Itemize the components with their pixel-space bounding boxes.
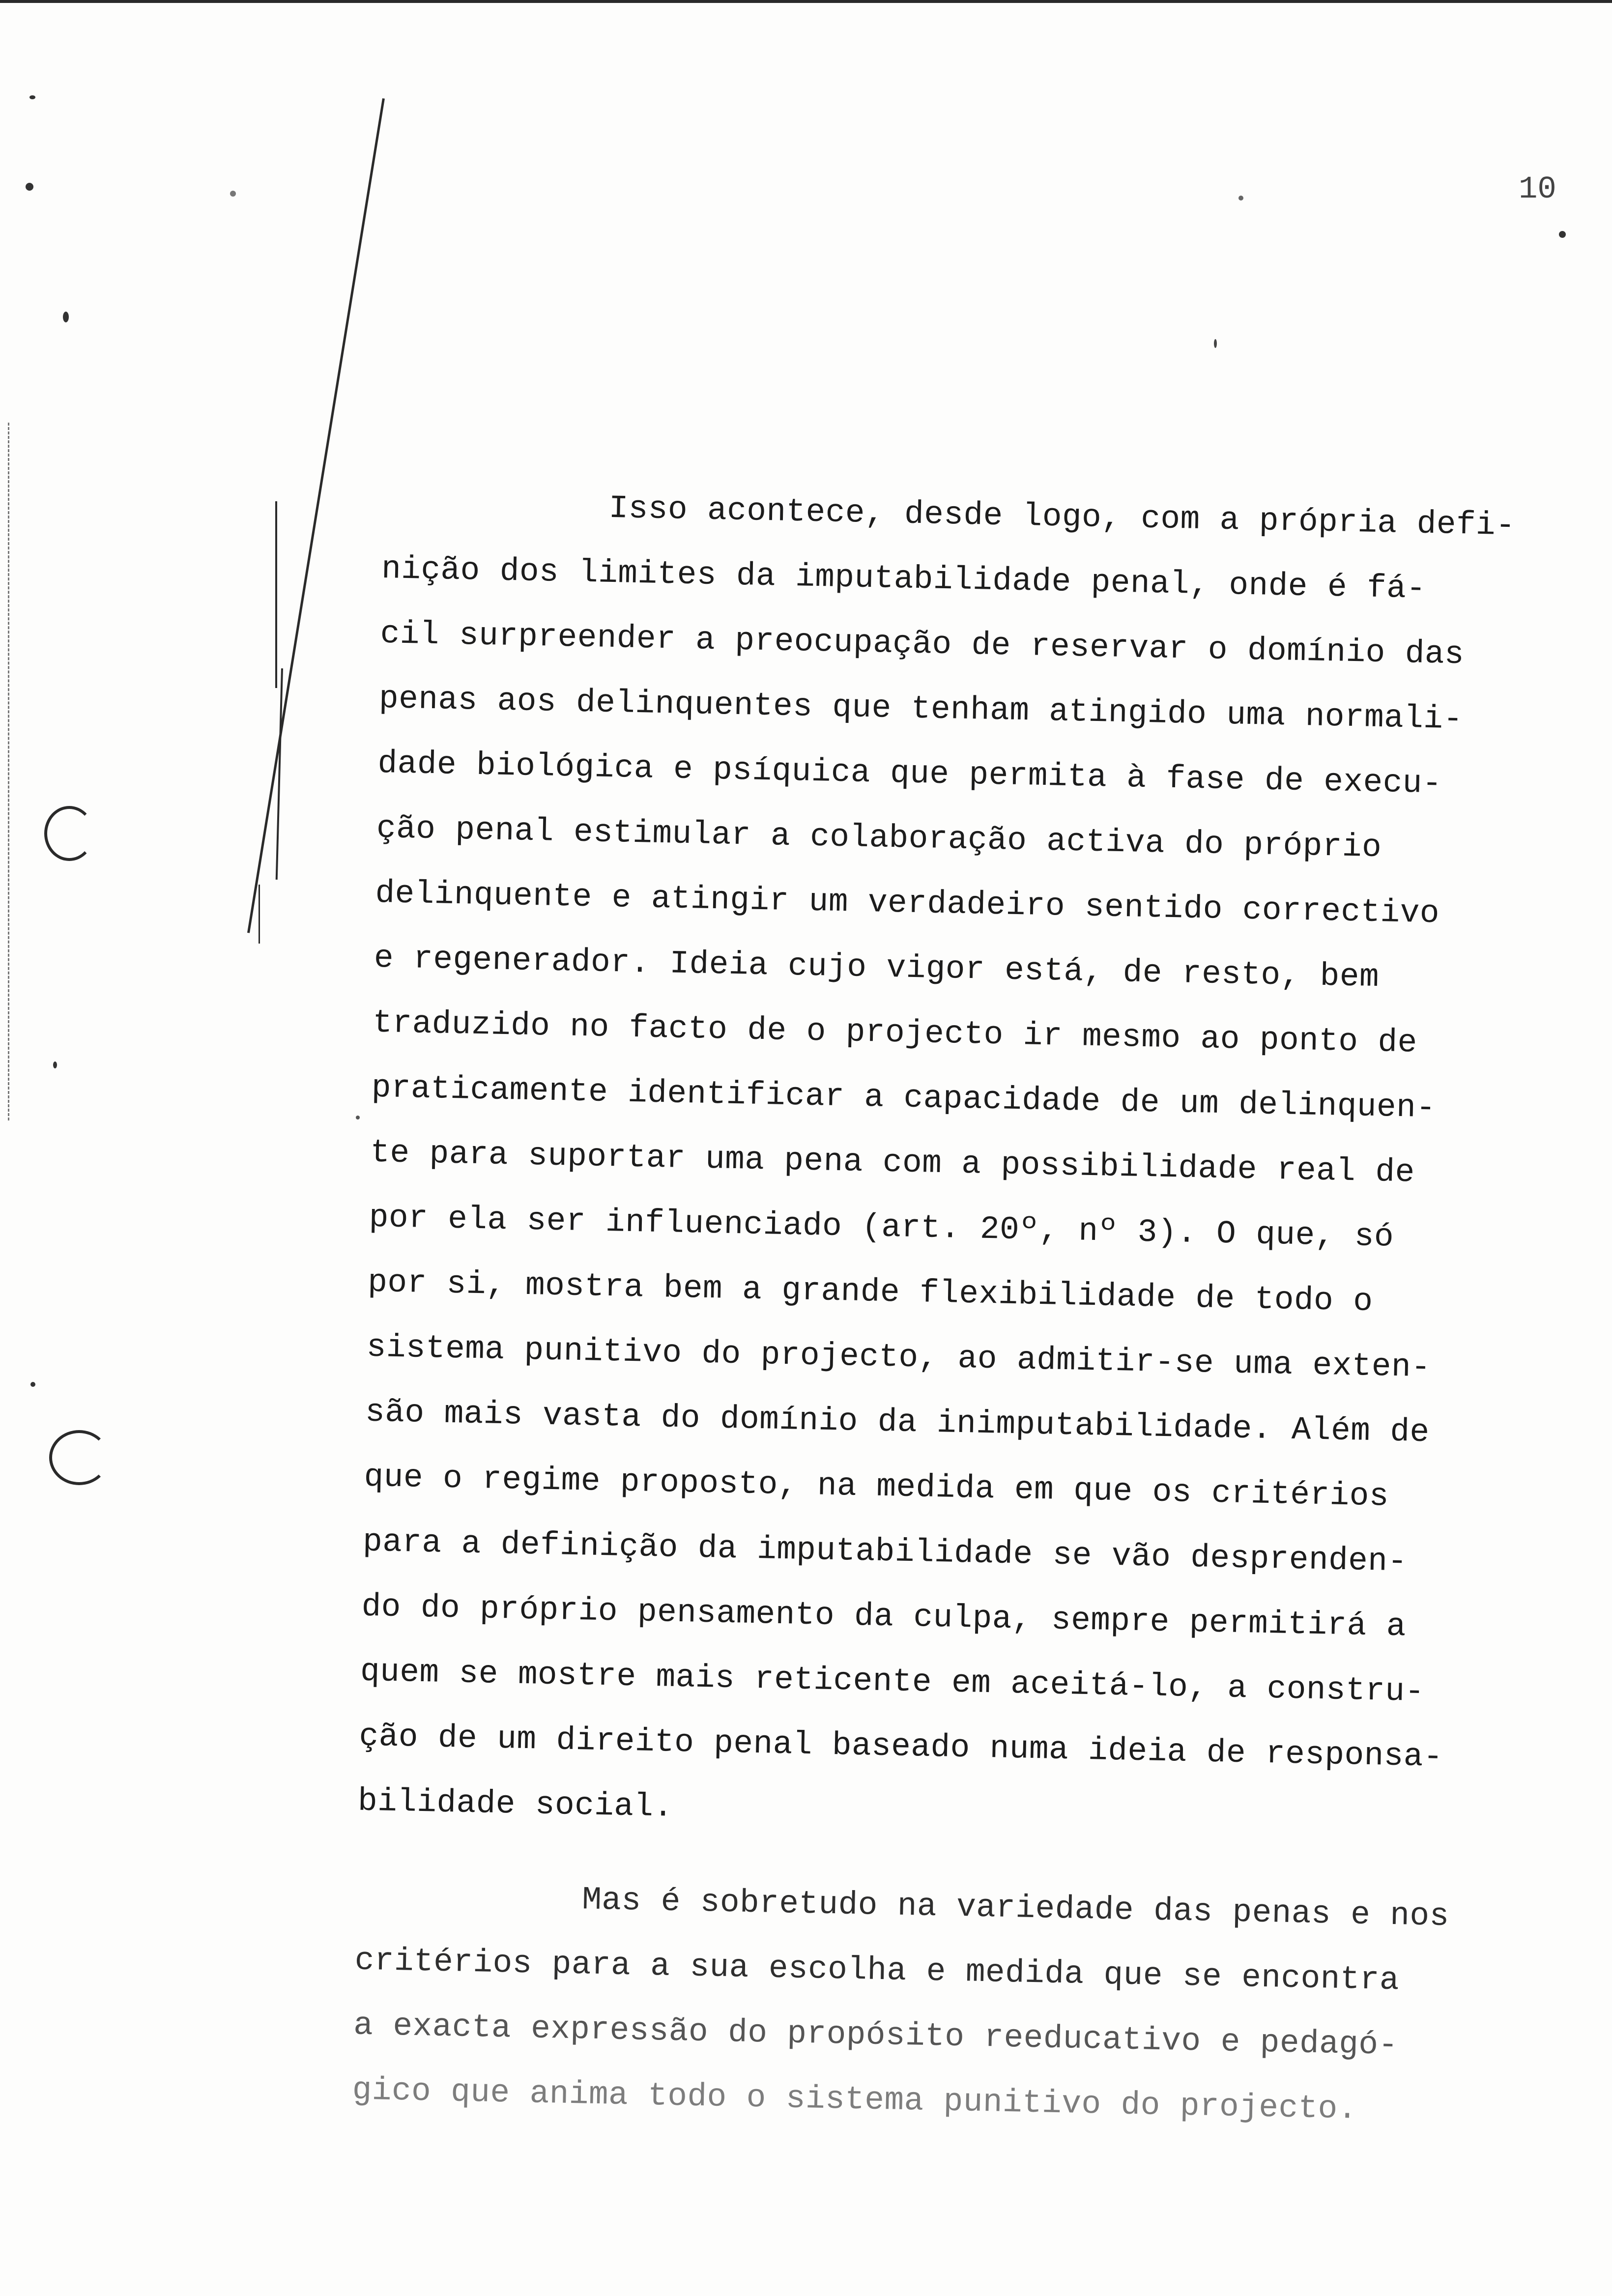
- text-line: do do próprio pensamento da culpa, sempre permitirá a: [361, 1588, 1407, 1645]
- punch-hole-mark: [49, 1430, 109, 1485]
- text-line: são mais vasta do domínio da inimputabilidade. Além de: [365, 1393, 1430, 1451]
- text-line: praticamente identificar a capacidade de um delinquen-: [371, 1069, 1437, 1127]
- text-line: delinquente e atingir um verdadeiro sentido correctivo: [374, 874, 1440, 932]
- body-text: [351, 472, 1562, 2145]
- margin-stroke: [275, 501, 277, 688]
- text-line: critérios para a sua escolha e medida que se encontra: [354, 1942, 1400, 1999]
- punch-hole-mark: [44, 806, 94, 861]
- margin-stroke: [247, 98, 385, 933]
- text-line: sistema punitivo do projecto, ao admitir-se uma exten-: [366, 1328, 1431, 1386]
- text-line: penas aos delinquentes que tenham atingido uma normali-: [378, 680, 1464, 738]
- text-line: ção de um direito penal baseado numa ideia de responsa-: [358, 1718, 1443, 1776]
- text-line: e regenerador. Ideia cujo vigor está, de resto, bem: [374, 939, 1380, 996]
- speck: [53, 1062, 57, 1068]
- text-line: quem se mostre mais reticente em aceitá-lo, a constru-: [360, 1653, 1425, 1711]
- speck: [1214, 339, 1217, 348]
- text-line: Mas é sobretudo na variedade das penas e nos: [581, 1881, 1450, 1935]
- text-line: ção penal estimular a colaboração activa do próprio: [376, 809, 1382, 866]
- speck: [29, 95, 35, 99]
- text-line: te para suportar uma pena com a possibilidade real de: [370, 1134, 1415, 1191]
- text-line: que o regime proposto, na medida em que os critérios: [364, 1458, 1389, 1515]
- text-line: por ela ser influenciado (art. 20º, nº 3). O que, só: [369, 1199, 1394, 1256]
- text-line: cil surpreender a preocupação de reservar o domínio das: [379, 615, 1465, 673]
- text-line: gico que anima todo o sistema punitivo do projecto.: [352, 2071, 1358, 2128]
- page-number: 10: [1519, 172, 1556, 207]
- text-line: nição dos limites da imputabilidade penal, onde é fá-: [381, 550, 1427, 607]
- speck: [356, 1116, 360, 1119]
- text-line: para a definição da imputabilidade se vão desprenden-: [362, 1523, 1408, 1580]
- text-line: Isso acontece, desde logo, com a própria defi-: [608, 489, 1516, 545]
- top-edge-rule: [0, 0, 1612, 3]
- speck: [1559, 231, 1566, 238]
- speck: [230, 191, 236, 197]
- text-line: a exacta expressão do propósito reeducativo e pedagó-: [353, 2007, 1399, 2064]
- text-line: por si, mostra bem a grande flexibilidade de todo o: [367, 1263, 1374, 1320]
- speck: [30, 1382, 35, 1387]
- text-line: traduzido no facto de o projecto ir mesmo ao ponto de: [372, 1004, 1418, 1062]
- speck: [1238, 196, 1243, 201]
- text-line: dade biológica e psíquica que permita à fase de execu-: [377, 745, 1442, 803]
- text-line: bilidade social.: [357, 1782, 674, 1826]
- margin-stroke: [276, 668, 283, 880]
- speck: [63, 312, 69, 322]
- speck: [26, 183, 33, 191]
- margin-stroke: [259, 885, 260, 944]
- scan-edge-artifact: [8, 423, 11, 1120]
